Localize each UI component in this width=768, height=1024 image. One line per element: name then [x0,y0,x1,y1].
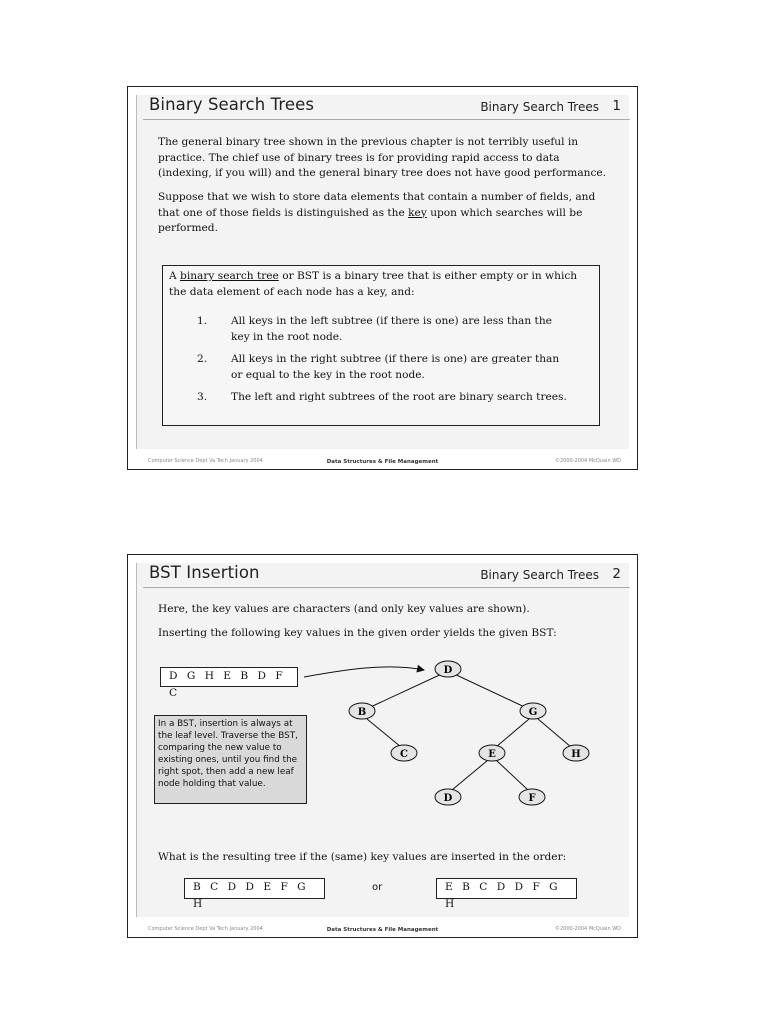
list-item-text: All keys in the left subtree (if there is one) are less than the key in the root node. [231,315,552,343]
slide-title: BST Insertion [149,563,260,582]
tree-edge [450,672,531,710]
footer-left: Computer Science Dept Va Tech January 2004 [148,926,263,932]
definition-text: or BST is a binary tree that is either empty or in which the data element of each node has a key, and: [169,270,578,298]
list-item-text: The left and right subtrees of the root are binary search trees. [231,391,567,403]
tree-node-label: G [528,707,538,718]
key-term: key [408,206,427,219]
tree-node-e-right [519,789,545,805]
slide-2 [127,554,638,938]
tree-node-label: C [400,749,408,760]
tree-node-right-left [479,745,505,761]
order-box-2: E B C D D F G H [436,878,577,899]
list-item [197,390,572,406]
bst-definition-box [162,265,600,426]
order-box-1: B C D D E F G H [184,878,325,899]
slide-title: Binary Search Trees [149,95,315,114]
tree-node-right-right [563,745,589,761]
footer-center: Data Structures & File Management [326,459,439,465]
sequence-arrow [304,667,424,677]
tree-edge [367,719,401,747]
intro-line: Here, the key values are characters (and only key values are shown). [158,603,530,615]
bst-definition [169,269,589,300]
list-item [197,352,572,383]
tree-node-label: H [571,749,581,760]
tree-edge [452,760,488,790]
tree-node-label: E [488,749,496,760]
tree-edge [538,719,571,747]
definition-article: A [169,270,181,282]
tree-node-label: D [443,665,453,676]
key-paragraph-start: Suppose that we wish to store data elements that contain a number of fields, and that one of those fields is distinguished as the [158,191,596,219]
tree-edge [364,672,446,710]
tree-node-left-right [391,745,417,761]
tree-node-left [349,703,375,719]
key-paragraph [158,190,613,237]
list-item-number: 3. [197,391,208,403]
slide-course-label: Binary Search Trees [480,568,599,582]
key-paragraph-end: upon which searches will be performed. [158,206,583,234]
list-item [197,314,572,345]
slide-1 [127,86,638,470]
tree-node-label: D [443,793,453,804]
tree-node-label: F [528,793,536,804]
footer-left: Computer Science Dept Va Tech January 2004 [148,458,263,464]
tree-node-label: B [357,707,367,718]
intro-paragraph: The general binary tree shown in the previous chapter is not terribly useful in practice. The chief use of binary trees is for providing rapid access to data (indexing, if you will) and the general binary tree does not have good performance. [158,136,607,179]
tree-edge [496,760,528,790]
slide-number: 1 [612,98,621,114]
footer-center: Data Structures & File Management [326,927,439,933]
list-item-text: All keys in the right subtree (if there is one) are greater than or equal to the key in the root node. [231,353,560,381]
tree-node-root [435,661,461,677]
footer-right: ©2000-2004 McQuain WD [554,926,621,932]
or-label: or [372,882,383,893]
tree-node-right [520,703,546,719]
slide-course-label: Binary Search Trees [480,100,599,114]
insertion-sequence-box: D G H E B D F C [160,667,298,687]
bst-rules-list [197,314,572,413]
list-item-number: 1. [197,315,208,327]
list-item-number: 2. [197,353,208,365]
footer-right: ©2000-2004 McQuain WD [554,458,621,464]
title-divider [143,119,630,120]
insertion-line: Inserting the following key values in the given order yields the given BST: [158,627,557,639]
tree-edge [496,719,529,747]
definition-term: binary search tree [180,270,279,282]
question-line: What is the resulting tree if the (same) key values are inserted in the order: [158,851,567,863]
tree-node-e-left [435,789,461,805]
slide-number: 2 [612,566,621,582]
insertion-note: In a BST, insertion is always at the leaf level. Traverse the BST, comparing the new value to existing ones, until you find the right spot, then add a new leaf node holding that value. [154,715,307,804]
